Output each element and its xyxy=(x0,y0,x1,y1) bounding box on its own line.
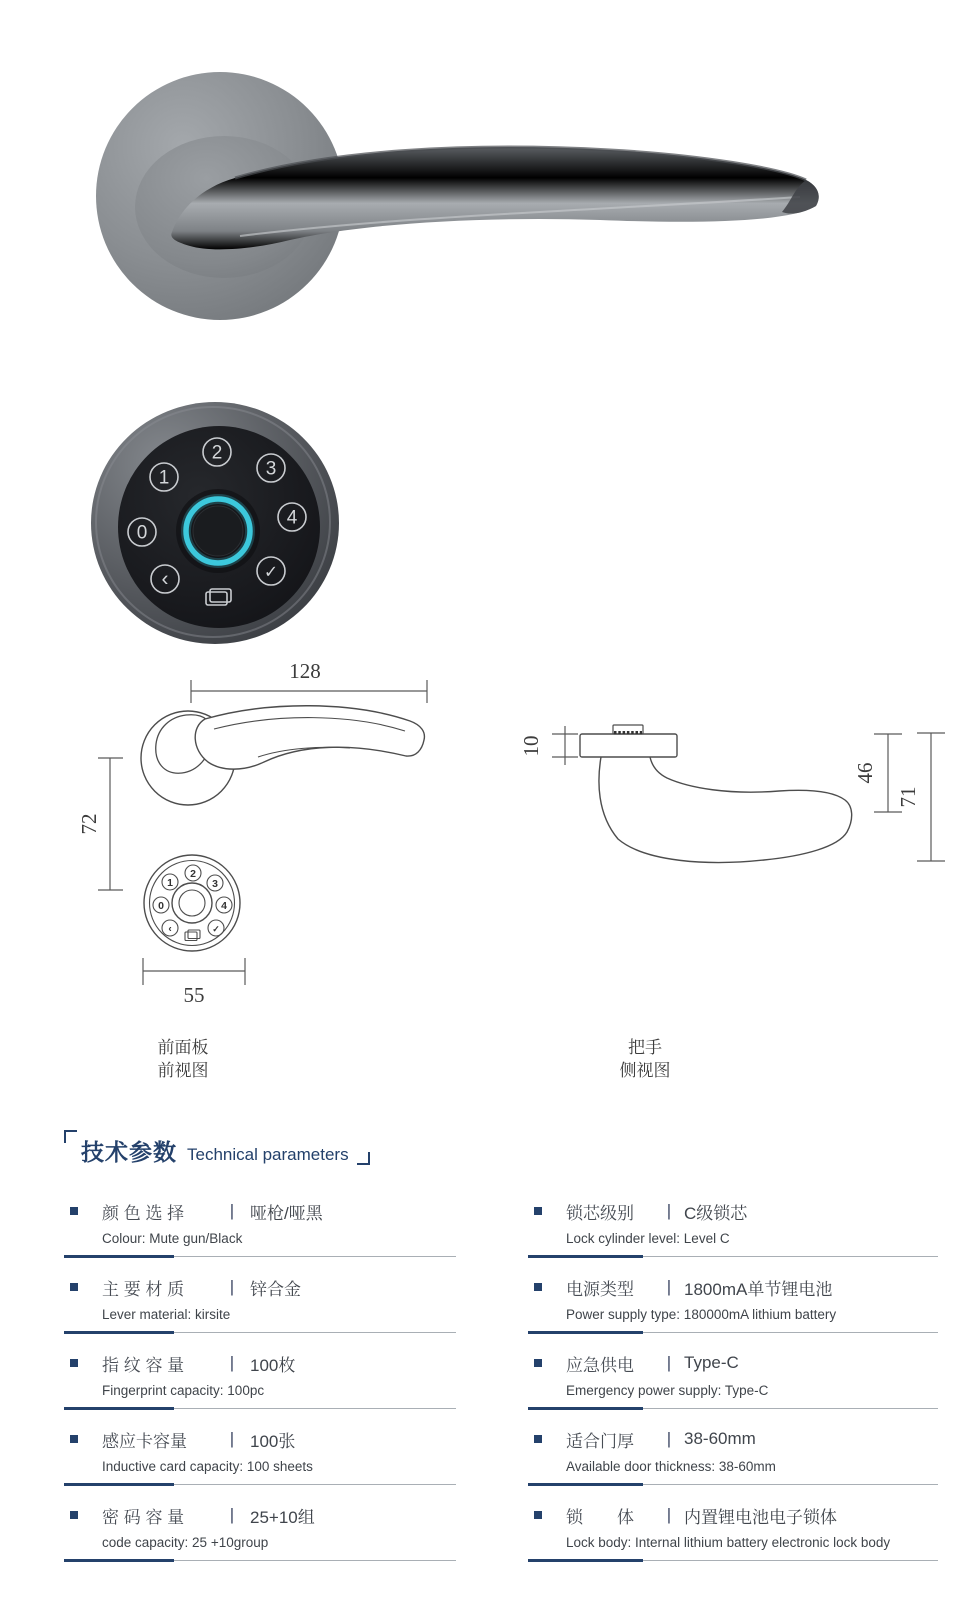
spec-value: 锌合金 xyxy=(250,1279,301,1299)
spec-english: code capacity: 25 +10group xyxy=(102,1535,269,1550)
spec-label: 锁 体 xyxy=(566,1507,634,1527)
bullet-icon xyxy=(70,1435,78,1443)
spec-divider xyxy=(528,1483,938,1486)
spec-label: 锁芯级别 xyxy=(566,1203,634,1223)
front-keypad-digit-0: 0 xyxy=(158,900,164,912)
spec-item-door-thickness xyxy=(528,1426,938,1486)
bullet-icon xyxy=(534,1207,542,1215)
dim-label-10: 10 xyxy=(519,735,543,757)
spec-value: 100张 xyxy=(250,1431,296,1451)
spec-english: Available door thickness: 38-60mm xyxy=(566,1459,776,1474)
front-keypad-back-icon: ‹ xyxy=(168,923,172,935)
keypad-digit-3: 3 xyxy=(265,458,277,480)
tech-params-title-en: Technical parameters xyxy=(187,1145,349,1164)
side-view-caption-line1: 把手 xyxy=(628,1038,662,1057)
back-icon: ‹ xyxy=(161,567,169,591)
front-lever-outline xyxy=(195,706,424,769)
spec-value: 内置锂电池电子锁体 xyxy=(684,1507,837,1527)
spec-separator: | xyxy=(666,1201,672,1220)
front-keypad-digit-4: 4 xyxy=(221,900,227,912)
bullet-icon xyxy=(70,1207,78,1215)
bullet-icon xyxy=(70,1359,78,1367)
spec-english: Lever material: kirsite xyxy=(102,1307,231,1322)
spec-english: Fingerprint capacity: 100pc xyxy=(102,1383,265,1398)
spec-divider xyxy=(528,1559,938,1562)
side-view-caption xyxy=(565,1036,725,1082)
spec-item-cylinder-level xyxy=(528,1198,938,1258)
front-view-caption-line2: 前视图 xyxy=(157,1061,209,1080)
side-rose-plate xyxy=(580,734,677,757)
spec-english: Power supply type: 180000mA lithium battery xyxy=(566,1307,837,1322)
keypad-digit-2: 2 xyxy=(211,442,223,464)
spec-label: 适合门厚 xyxy=(566,1431,634,1451)
spec-separator: | xyxy=(229,1505,235,1524)
dim-72 xyxy=(98,758,123,890)
spec-label: 主 要 材 质 xyxy=(102,1279,185,1299)
spec-label: 应急供电 xyxy=(566,1355,634,1375)
dim-label-71: 71 xyxy=(896,786,920,808)
front-keypad-card-icon xyxy=(185,930,200,941)
spec-item-lock-body xyxy=(528,1502,938,1562)
spec-item-card-capacity xyxy=(64,1426,456,1486)
spec-divider xyxy=(528,1407,938,1410)
front-view-caption xyxy=(103,1036,263,1082)
tech-params-title-zh: 技术参数 xyxy=(81,1139,177,1165)
keypad-digit-0: 0 xyxy=(136,522,148,544)
handle-photo xyxy=(55,30,875,345)
bullet-icon xyxy=(70,1283,78,1291)
fingerprint-sensor[interactable] xyxy=(193,506,243,556)
side-lever-outline xyxy=(599,757,852,862)
spec-divider xyxy=(64,1255,456,1258)
front-view-caption-line1: 前面板 xyxy=(157,1038,209,1057)
keypad-photo xyxy=(85,395,355,660)
spec-item-emergency-power xyxy=(528,1350,938,1410)
spec-separator: | xyxy=(666,1505,672,1524)
spec-divider xyxy=(64,1483,456,1486)
dim-10 xyxy=(552,726,578,765)
spec-value: 100枚 xyxy=(250,1355,296,1375)
spec-value: 25+10组 xyxy=(250,1507,315,1527)
spec-label: 感应卡容量 xyxy=(102,1431,187,1451)
spec-english: Colour: Mute gun/Black xyxy=(102,1231,243,1246)
dim-label-128: 128 xyxy=(289,659,321,683)
spec-value: 哑枪/哑黑 xyxy=(250,1203,323,1223)
spec-english: Lock cylinder level: Level C xyxy=(566,1231,730,1246)
bullet-icon xyxy=(534,1511,542,1519)
keypad-digit-1: 1 xyxy=(158,467,170,489)
spec-separator: | xyxy=(229,1353,235,1372)
spec-value: C级锁芯 xyxy=(684,1203,748,1223)
spec-separator: | xyxy=(229,1201,235,1220)
dim-label-55: 55 xyxy=(183,983,205,1007)
keypad-digit-4: 4 xyxy=(286,507,298,529)
side-view-caption-line2: 侧视图 xyxy=(619,1061,671,1080)
dim-128 xyxy=(191,680,427,703)
bullet-icon xyxy=(534,1359,542,1367)
spec-english: Lock body: Internal lithium battery electronic lock body xyxy=(566,1535,891,1550)
corner-bracket-close xyxy=(357,1152,370,1165)
spec-label: 指 纹 容 量 xyxy=(102,1355,185,1375)
spec-label: 电源类型 xyxy=(566,1279,634,1299)
spec-separator: | xyxy=(666,1277,672,1296)
bullet-icon xyxy=(534,1283,542,1291)
dim-label-46: 46 xyxy=(853,762,877,784)
spec-value: Type-C xyxy=(684,1353,739,1372)
spec-divider xyxy=(528,1255,938,1258)
spec-separator: | xyxy=(229,1429,235,1448)
spec-separator: | xyxy=(666,1353,672,1372)
check-icon: ✓ xyxy=(263,562,279,582)
spec-divider xyxy=(64,1331,456,1334)
spec-item-material xyxy=(64,1274,456,1334)
front-keypad-check-icon: ✓ xyxy=(212,924,220,934)
spec-label: 颜 色 选 择 xyxy=(102,1203,185,1223)
spec-label: 密 码 容 量 xyxy=(102,1507,185,1527)
spec-value: 38-60mm xyxy=(684,1429,756,1448)
dim-71 xyxy=(917,733,945,861)
spec-english: Emergency power supply: Type-C xyxy=(566,1383,769,1398)
spec-item-fingerprint-capacity xyxy=(64,1350,456,1410)
bullet-icon xyxy=(534,1435,542,1443)
spec-separator: | xyxy=(666,1429,672,1448)
technical-drawings xyxy=(60,635,950,1010)
spec-value: 1800mA单节锂电池 xyxy=(684,1279,833,1299)
spec-item-power-type xyxy=(528,1274,938,1334)
front-keypad-digit-3: 3 xyxy=(212,878,218,890)
bullet-icon xyxy=(70,1511,78,1519)
corner-bracket-open xyxy=(64,1130,77,1143)
spec-divider xyxy=(528,1331,938,1334)
spec-divider xyxy=(64,1407,456,1410)
spec-column-right xyxy=(528,1198,938,1578)
dim-55 xyxy=(143,958,245,985)
front-keypad-digit-1: 1 xyxy=(167,877,173,889)
spec-item-code-capacity xyxy=(64,1502,456,1562)
spec-separator: | xyxy=(229,1277,235,1296)
spec-column-left xyxy=(64,1198,456,1578)
spec-english: Inductive card capacity: 100 sheets xyxy=(102,1459,313,1474)
front-keypad-digit-2: 2 xyxy=(190,868,196,880)
spec-divider xyxy=(64,1559,456,1562)
tech-params-header xyxy=(64,1130,370,1167)
dim-label-72: 72 xyxy=(77,813,101,835)
spec-item-colour xyxy=(64,1198,456,1258)
